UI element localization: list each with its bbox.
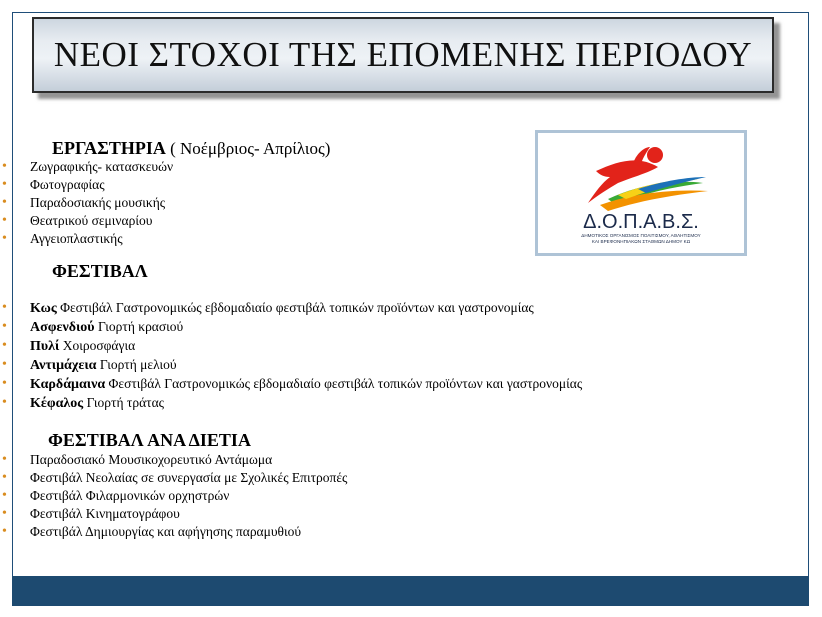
festival-description: Φεστιβάλ Γαστρονομικώς εβδομαδιαίο φεστιβάλ τοπικών προϊόντων και γαστρονομίας bbox=[56, 300, 534, 315]
workshops-heading bbox=[52, 138, 330, 159]
festival-place: Κέφαλος bbox=[30, 396, 84, 411]
festival-item bbox=[0, 318, 582, 337]
list-item: • Φεστιβάλ Φιλαρμονικών ορχηστρών bbox=[0, 487, 347, 505]
festival-description: Γιορτή κρασιού bbox=[94, 319, 184, 334]
workshops-list bbox=[0, 158, 173, 248]
list-item: • Αγγειοπλαστικής bbox=[0, 230, 173, 248]
festival-item bbox=[0, 394, 582, 413]
title-banner bbox=[32, 17, 774, 93]
festival-place: Αντιμάχεια bbox=[30, 358, 97, 373]
festival-item bbox=[0, 356, 582, 375]
festival-description: Φεστιβάλ Γαστρονομικώς εβδομαδιαίο φεστιβάλ τοπικών προϊόντων και γαστρονομίας bbox=[105, 376, 583, 391]
list-item: • Παραδοσιακό Μουσικοχορευτικό Αντάμωμα bbox=[0, 451, 347, 469]
festival-item bbox=[0, 299, 582, 318]
list-item: • Θεατρικού σεμιναρίου bbox=[0, 212, 173, 230]
biennial-heading: ΦΕΣΤΙΒΑΛ ΑΝΑ ΔΙΕΤΙΑ bbox=[48, 430, 251, 450]
list-item: • Ζωγραφικής- κατασκευών bbox=[0, 158, 173, 176]
logo-subtitle-2: ΚΑΙ ΒΡΕΦΟΝΗΠΙΑΚΩΝ ΣΤΑΘΜΩΝ ΔΗΜΟΥ ΚΩ bbox=[591, 239, 691, 244]
festival-place: Καρδάμαινα bbox=[30, 377, 106, 392]
biennial-list bbox=[0, 451, 347, 541]
list-item: • Φεστιβάλ Νεολαίας σε συνεργασία με Σχολικές Επιτροπές bbox=[0, 469, 347, 487]
festival-item bbox=[0, 375, 582, 394]
festival-description: Γιορτή μελιού bbox=[96, 357, 177, 372]
festival-description: Χοιροσφάγια bbox=[59, 338, 136, 353]
festival-place: Ασφενδιού bbox=[30, 320, 95, 335]
footer-bar bbox=[12, 576, 809, 606]
festival-place: Κως bbox=[30, 301, 57, 316]
logo-head-mark bbox=[647, 147, 663, 163]
list-item: • Φωτογραφίας bbox=[0, 176, 173, 194]
logo-orange-swoosh bbox=[600, 191, 708, 211]
festivals-list bbox=[0, 299, 582, 413]
dopabs-logo bbox=[535, 130, 747, 256]
list-item: • Παραδοσιακής μουσικής bbox=[0, 194, 173, 212]
page-title: ΝΕΟΙ ΣΤΟΧΟΙ ΤΗΣ ΕΠΟΜΕΝΗΣ ΠΕΡΙΟΔΟΥ bbox=[53, 35, 753, 74]
logo-acronym: Δ.Ο.Π.Α.Β.Σ. bbox=[583, 211, 699, 233]
festival-item bbox=[0, 337, 582, 356]
list-item: • Φεστιβάλ Δημιουργίας και αφήγησης παραμυθιού bbox=[0, 523, 347, 541]
workshops-heading-label: ΕΡΓΑΣΤΗΡΙΑ bbox=[52, 138, 166, 158]
list-item: • Φεστιβάλ Κινηματογράφου bbox=[0, 505, 347, 523]
festival-place: Πυλί bbox=[30, 339, 60, 354]
festivals-heading: ΦΕΣΤΙΒΑΛ bbox=[52, 261, 148, 281]
festival-description: Γιορτή τράτας bbox=[83, 395, 164, 410]
logo-subtitle-1: ΔΗΜΟΤΙΚΟΣ ΟΡΓΑΝΙΣΜΟΣ ΠΟΛΙΤΙΣΜΟΥ, ΑΘΛΗΤΙΣΜΟΥ bbox=[581, 233, 701, 238]
logo-figure-graphic bbox=[538, 133, 744, 253]
workshops-period: ( Νοέμβριος- Απρίλιος) bbox=[165, 139, 331, 158]
